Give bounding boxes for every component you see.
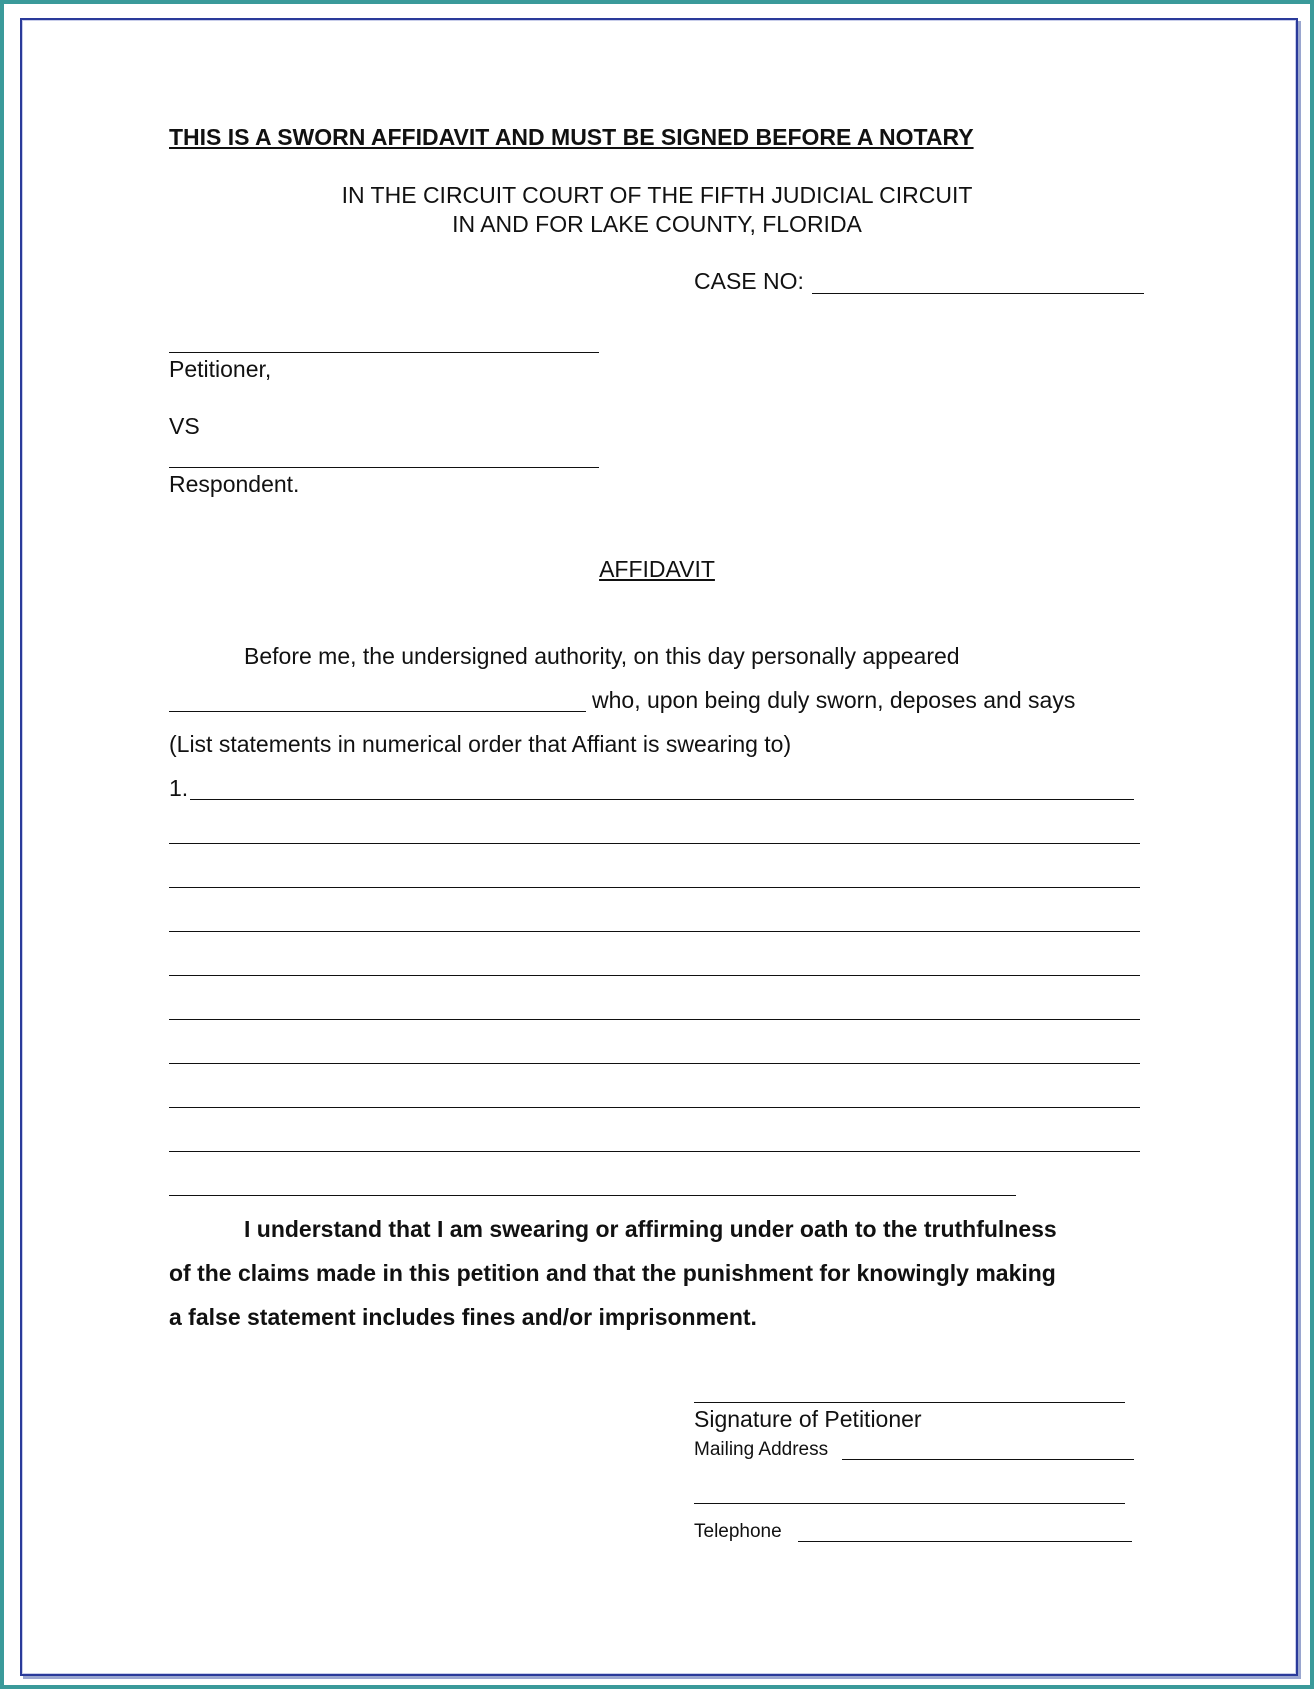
affiant-name-field[interactable] (169, 711, 586, 712)
vs-label: VS (169, 413, 200, 439)
affidavit-title: AFFIDAVIT (599, 556, 715, 582)
intro-line2: who, upon being duly sworn, deposes and says (592, 687, 1076, 713)
signature-label: Signature of Petitioner (694, 1406, 922, 1432)
statement-line-9[interactable] (169, 1151, 1140, 1152)
statement-line-7[interactable] (169, 1063, 1140, 1064)
signature-field[interactable] (694, 1402, 1125, 1403)
statement-line-2[interactable] (169, 843, 1140, 844)
statement-line-3[interactable] (169, 887, 1140, 888)
telephone-field[interactable] (798, 1541, 1132, 1542)
mailing-address-field-1[interactable] (842, 1459, 1134, 1460)
document-page (4, 4, 1310, 1685)
instruction-text: (List statements in numerical order that Affiant is swearing to) (169, 731, 792, 757)
telephone-label: Telephone (694, 1521, 782, 1542)
mailing-address-field-2[interactable] (694, 1503, 1125, 1504)
intro-line1: Before me, the undersigned authority, on this day personally appeared (244, 643, 960, 669)
oath-line3: a false statement includes fines and/or imprisonment. (169, 1304, 757, 1330)
page-border (20, 18, 1298, 1676)
case-no-label: CASE NO: (694, 268, 804, 294)
court-name-line2: IN AND FOR LAKE COUNTY, FLORIDA (452, 211, 862, 237)
item-number: 1. (169, 775, 189, 801)
statement-line-6[interactable] (169, 1019, 1140, 1020)
petitioner-name-field[interactable] (169, 352, 599, 353)
statement-line-1[interactable] (190, 799, 1134, 800)
respondent-name-field[interactable] (169, 467, 599, 468)
statement-line-10[interactable] (169, 1195, 1016, 1196)
oath-line2: of the claims made in this petition and that the punishment for knowingly making (169, 1260, 1056, 1286)
case-no-field[interactable] (812, 293, 1144, 294)
oath-line1: I understand that I am swearing or affirming under oath to the truthfulness (244, 1216, 1057, 1242)
respondent-label: Respondent. (169, 471, 300, 497)
court-name-line1: IN THE CIRCUIT COURT OF THE FIFTH JUDICIAL CIRCUIT (341, 182, 973, 208)
statement-line-4[interactable] (169, 931, 1140, 932)
mailing-address-label: Mailing Address (694, 1439, 829, 1460)
statement-line-8[interactable] (169, 1107, 1140, 1108)
notary-notice: THIS IS A SWORN AFFIDAVIT AND MUST BE SIGNED BEFORE A NOTARY (169, 124, 974, 150)
petitioner-label: Petitioner, (169, 356, 272, 382)
statement-line-5[interactable] (169, 975, 1140, 976)
